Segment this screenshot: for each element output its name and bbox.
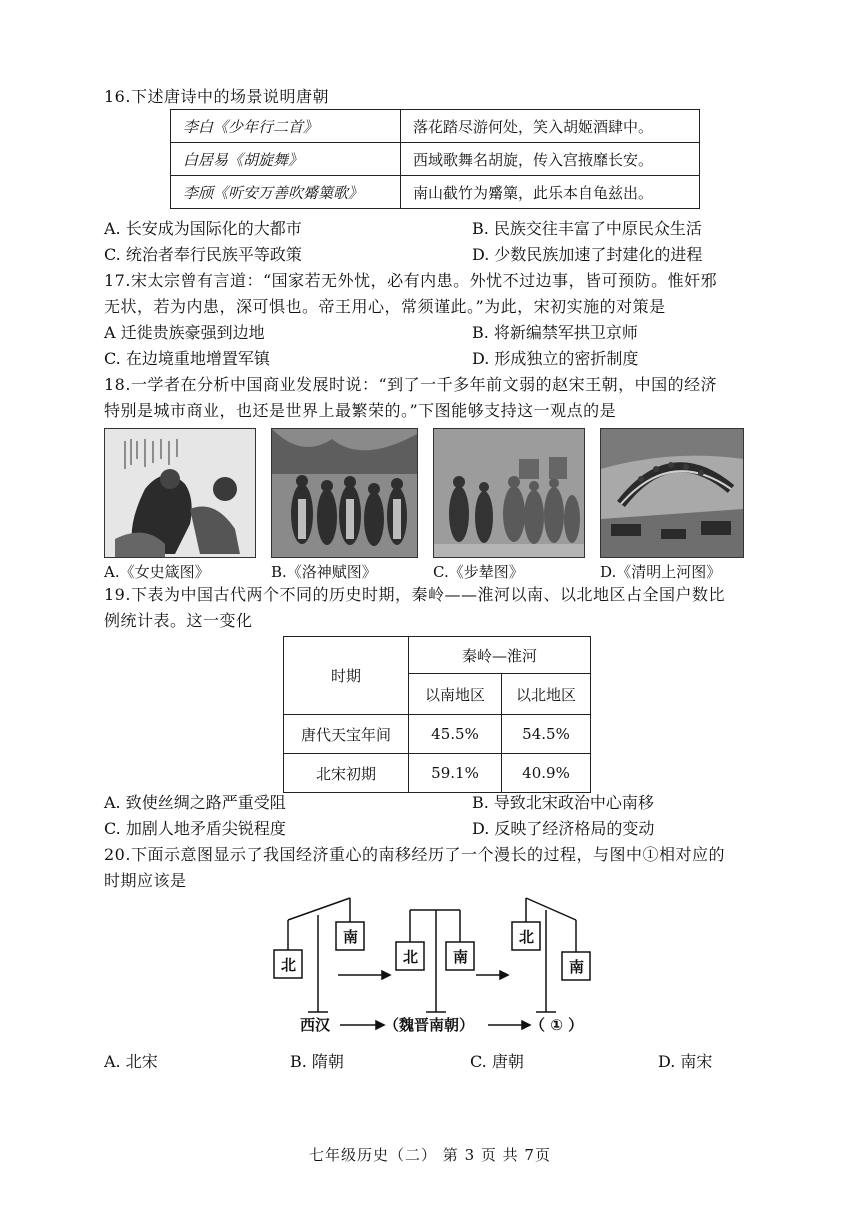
table-row	[284, 715, 591, 754]
q16-option-a[interactable]: A. 长安成为国际化的大都市	[104, 219, 302, 238]
region-header: 秦岭—淮河	[409, 637, 591, 674]
painting-c-image[interactable]	[433, 428, 585, 558]
q17-option-d[interactable]: D. 形成独立的密折制度	[472, 349, 639, 368]
q18-caption-d[interactable]: D.《清明上河图》	[600, 563, 722, 581]
q19-stem-line1: 19.下表为中国古代两个不同的历史时期，秦岭——淮河以南、以北地区占全国户数比	[104, 585, 725, 604]
page-footer: 七年级历史（二） 第 3 页 共 7页	[309, 1146, 551, 1164]
q16-stem: 16.下述唐诗中的场景说明唐朝	[104, 87, 329, 106]
stage-period-1: （ ① ）	[530, 1016, 584, 1034]
q19-option-d[interactable]: D. 反映了经济格局的变动	[472, 819, 655, 838]
q16-option-b[interactable]: B. 民族交往丰富了中原民众生活	[472, 219, 702, 238]
table-row	[284, 637, 591, 674]
q16-option-c[interactable]: C. 统治者奉行民族平等政策	[104, 245, 302, 264]
q19-option-c[interactable]: C. 加剧人地矛盾尖锐程度	[104, 819, 286, 838]
table-row	[171, 143, 700, 176]
q19-option-b[interactable]: B. 导致北宋政治中心南移	[472, 793, 654, 812]
poem-author: 白居易《胡旋舞》	[171, 143, 401, 176]
q19-household-table	[283, 636, 591, 793]
poem-line: 西域歌舞名胡旋，传入宫掖靡长安。	[401, 143, 700, 176]
q18-stem-line2: 特别是城市商业，也还是世界上最繁荣的。”下图能够支持这一观点的是	[104, 401, 617, 420]
q17-stem-line1: 17.宋太宗曾有言道：“国家若无外忧，必有内患。外忧不过边事，皆可预防。惟奸邪	[104, 271, 718, 290]
north-header: 以北地区	[502, 674, 591, 715]
period-cell: 北宋初期	[284, 754, 409, 793]
south-value: 59.1%	[409, 754, 502, 793]
q17-stem-line2: 无状，若为内患，深可惧也。帝王用心，常须谨此。”为此，宋初实施的对策是	[104, 297, 666, 316]
period-cell: 唐代天宝年间	[284, 715, 409, 754]
wei-jin-south-label: 南	[453, 948, 469, 966]
poem-line: 落花踏尽游何处，笑入胡姬酒肆中。	[401, 110, 700, 143]
stage-wei-jin: （魏晋南朝）	[384, 1016, 475, 1034]
q20-option-a[interactable]: A. 北宋	[104, 1052, 158, 1071]
q20-option-d[interactable]: D. 南宋	[658, 1052, 713, 1071]
south-value: 45.5%	[409, 715, 502, 754]
table-row	[284, 754, 591, 793]
west-han-north-label: 北	[281, 956, 297, 974]
q20-stem-line1: 20.下面示意图显示了我国经济重心的南移经历了一个漫长的过程，与图中①相对应的	[104, 845, 725, 864]
south-header: 以南地区	[409, 674, 502, 715]
q19-stem-line2: 例统计表。这一变化	[104, 611, 253, 630]
q18-caption-a[interactable]: A.《女史箴图》	[104, 563, 210, 581]
period-header: 时期	[284, 637, 409, 715]
q20-balance-diagram	[260, 890, 630, 1040]
stage-west-han: 西汉	[300, 1016, 331, 1034]
balance-west-han	[274, 898, 364, 1012]
q16-poem-table	[170, 109, 700, 209]
q18-stem-line1: 18.一学者在分析中国商业发展时说：“到了一千多年前文弱的赵宋王朝，中国的经济	[104, 375, 718, 394]
q17-option-a[interactable]: A 迁徙贵族豪强到边地	[104, 323, 265, 342]
q16-option-d[interactable]: D. 少数民族加速了封建化的进程	[472, 245, 703, 264]
poem-author: 李颀《听安万善吹觱篥歌》	[171, 176, 401, 209]
poem-line: 南山截竹为觱篥，此乐本自龟兹出。	[401, 176, 700, 209]
balance-period-1	[512, 898, 590, 1012]
table-row	[171, 176, 700, 209]
q17-option-b[interactable]: B. 将新编禁军拱卫京师	[472, 323, 638, 342]
arrow-icon	[338, 971, 508, 979]
period-1-north-label: 北	[519, 928, 535, 946]
q20-option-c[interactable]: C. 唐朝	[470, 1052, 524, 1071]
west-han-south-label: 南	[343, 928, 359, 946]
painting-a-image[interactable]	[104, 428, 256, 558]
q20-option-b[interactable]: B. 隋朝	[290, 1052, 344, 1071]
q17-option-c[interactable]: C. 在边境重地增置军镇	[104, 349, 270, 368]
poem-author: 李白《少年行二首》	[171, 110, 401, 143]
wei-jin-north-label: 北	[403, 948, 419, 966]
q20-stem-line2: 时期应该是	[104, 871, 187, 890]
painting-b-image[interactable]	[271, 428, 418, 558]
q19-option-a[interactable]: A. 致使丝绸之路严重受阻	[104, 793, 286, 812]
painting-d-image[interactable]	[600, 428, 744, 558]
north-value: 40.9%	[502, 754, 591, 793]
period-1-south-label: 南	[569, 958, 585, 976]
north-value: 54.5%	[502, 715, 591, 754]
q18-caption-b[interactable]: B.《洛神赋图》	[271, 563, 377, 581]
table-row	[171, 110, 700, 143]
q18-caption-c[interactable]: C.《步辇图》	[433, 563, 524, 581]
